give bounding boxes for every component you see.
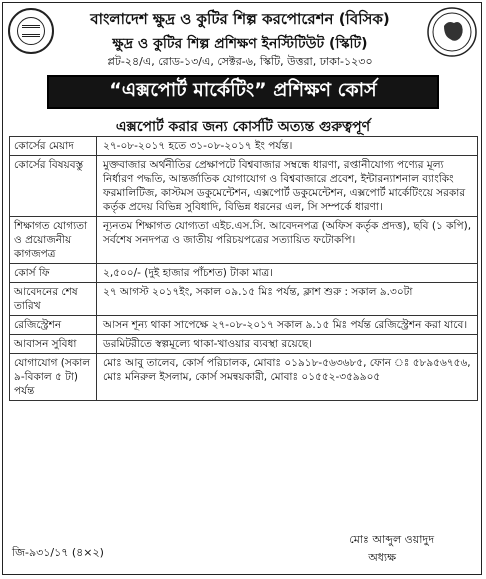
table-row — [10, 316, 478, 335]
row-value: মুক্তবাজার অর্থনীতির প্রেক্ষাপটে বিশ্ববাজার সম্বন্ধে ধারণা, রপ্তানীযোগ্য পণ্যের মূল্য নির্ধারণ পদ্ধতি, আন্তর্জাতিক যোগাযোগ ও বিশ্ববাজারে প্রবেশ, ইন্টারন্যাশনাল ব্যাংকিং ফরমালিটিজ, কাস্টমস ডকুমেন্টেশন, এক্সপোর্ট ডকুমেন্টেশন, এক্সপোর্ট মার্কেটিংয়ে সরকার কর্তৃক প্রদেয় বিভিন্ন সুবিধাদি, বিভিন্ন ধরনের এল, সি সম্পর্কে ধারণা। — [97, 156, 478, 217]
row-label: আবেদনের শেষ তারিখ — [10, 283, 97, 316]
reference-number: জি-৯৩১/১৭ (৪×২) — [12, 546, 104, 559]
row-label: কোর্স ফি — [10, 264, 97, 283]
row-label: কোর্সের মেয়াদ — [10, 137, 97, 156]
row-label: যোগাযোগ (সকাল ৯-বিকাল ৫ টা) পর্যন্ত — [10, 354, 97, 401]
org-name: বাংলাদেশ ক্ষুদ্র ও কুটির শিল্প করপোরেশন (বিসিক) — [90, 10, 390, 28]
row-value: ২৭ আগস্ট ২০১৭ইং, সকাল ০৯.১৫ মিঃ পর্যন্ত, ক্লাশ শুরু : সকাল ৯.৩০টা — [97, 283, 478, 316]
row-value: ন্যূনতম শিক্ষাগত যোগ্যতা এইচ.এস.সি. আবেদনপত্র (অফিস কর্তৃক প্রদত্ত), ছবি (১ কপি), সর্বশেষ সনদপত্র ও জাতীয় পরিচয়পত্রের সত্যায়িত ফটোকপি। — [97, 217, 478, 264]
row-label: কোর্সের বিষয়বস্তু — [10, 156, 97, 217]
row-value: আসন শূন্য থাকা সাপেক্ষে ২৭-০৮-২০১৭ সকাল ৯.১৫ মিঃ পর্যন্ত রেজিস্ট্রেশন করা যাবে। — [97, 316, 478, 335]
row-value: ২,৫০০/- (দুই হাজার পাঁচশত) টাকা মাত্র। — [97, 264, 478, 283]
signatory-name: মোঃ আব্দুল ওয়াদুদ — [349, 533, 434, 546]
row-value: ২৭-০৮-২০১৭ হতে ৩১-০৮-২০১৭ ইং পর্যন্ত। — [97, 137, 478, 156]
table-row — [10, 283, 478, 316]
bscic-logo — [8, 8, 54, 54]
logo-emblem-mark — [22, 25, 40, 37]
row-label: আবাসন সুবিধা — [10, 335, 97, 354]
row-label: শিক্ষাগত যোগ্যতা ও প্রয়োজনীয় কাগজপত্র — [10, 217, 97, 264]
table-row — [10, 264, 478, 283]
row-value: মোঃ আবু তালেব, কোর্স পরিচালক, মোবাঃ ০১৯১৮-৫৬৩৬৮৫, ফোন ঃ ৫৮৯৫৬৭৫৬, মোঃ মনিরুল ইসলাম, কোর্স সমন্বয়কারী, মোবাঃ ০১৫৫২-৩৫৯৯০৫ — [97, 354, 478, 401]
course-title: “এক্সপোর্ট মার্কেটিং” প্রশিক্ষণ কোর্স — [109, 79, 377, 101]
government-seal-logo — [426, 6, 478, 58]
course-subtitle: এক্সপোর্ট করার জন্য কোর্সটি অত্যন্ত গুরুত্বপূর্ণ — [115, 119, 371, 135]
course-title-banner — [47, 75, 439, 109]
table-row — [10, 354, 478, 401]
signatory-title: অধ্যক্ষ — [368, 551, 396, 564]
address: প্লট-২৪/এ, রোড-১৩/এ, সেক্টর-৬, স্কিটি, উত্তরা, ঢাকা-১২৩০ — [107, 55, 373, 68]
table-row — [10, 156, 478, 217]
table-row — [10, 217, 478, 264]
institute-name: ক্ষুদ্র ও কুটির শিল্প প্রশিক্ষণ ইনস্টিটিউট (স্কিটি) — [112, 36, 368, 52]
table-row — [10, 335, 478, 354]
table-row — [10, 137, 478, 156]
row-label: রেজিস্ট্রেশন — [10, 316, 97, 335]
row-value: ডরমিটরীতে স্বল্পমূল্যে থাকা-খাওয়ার ব্যবস্থা রয়েছে। — [97, 335, 478, 354]
course-info-table — [9, 136, 478, 401]
